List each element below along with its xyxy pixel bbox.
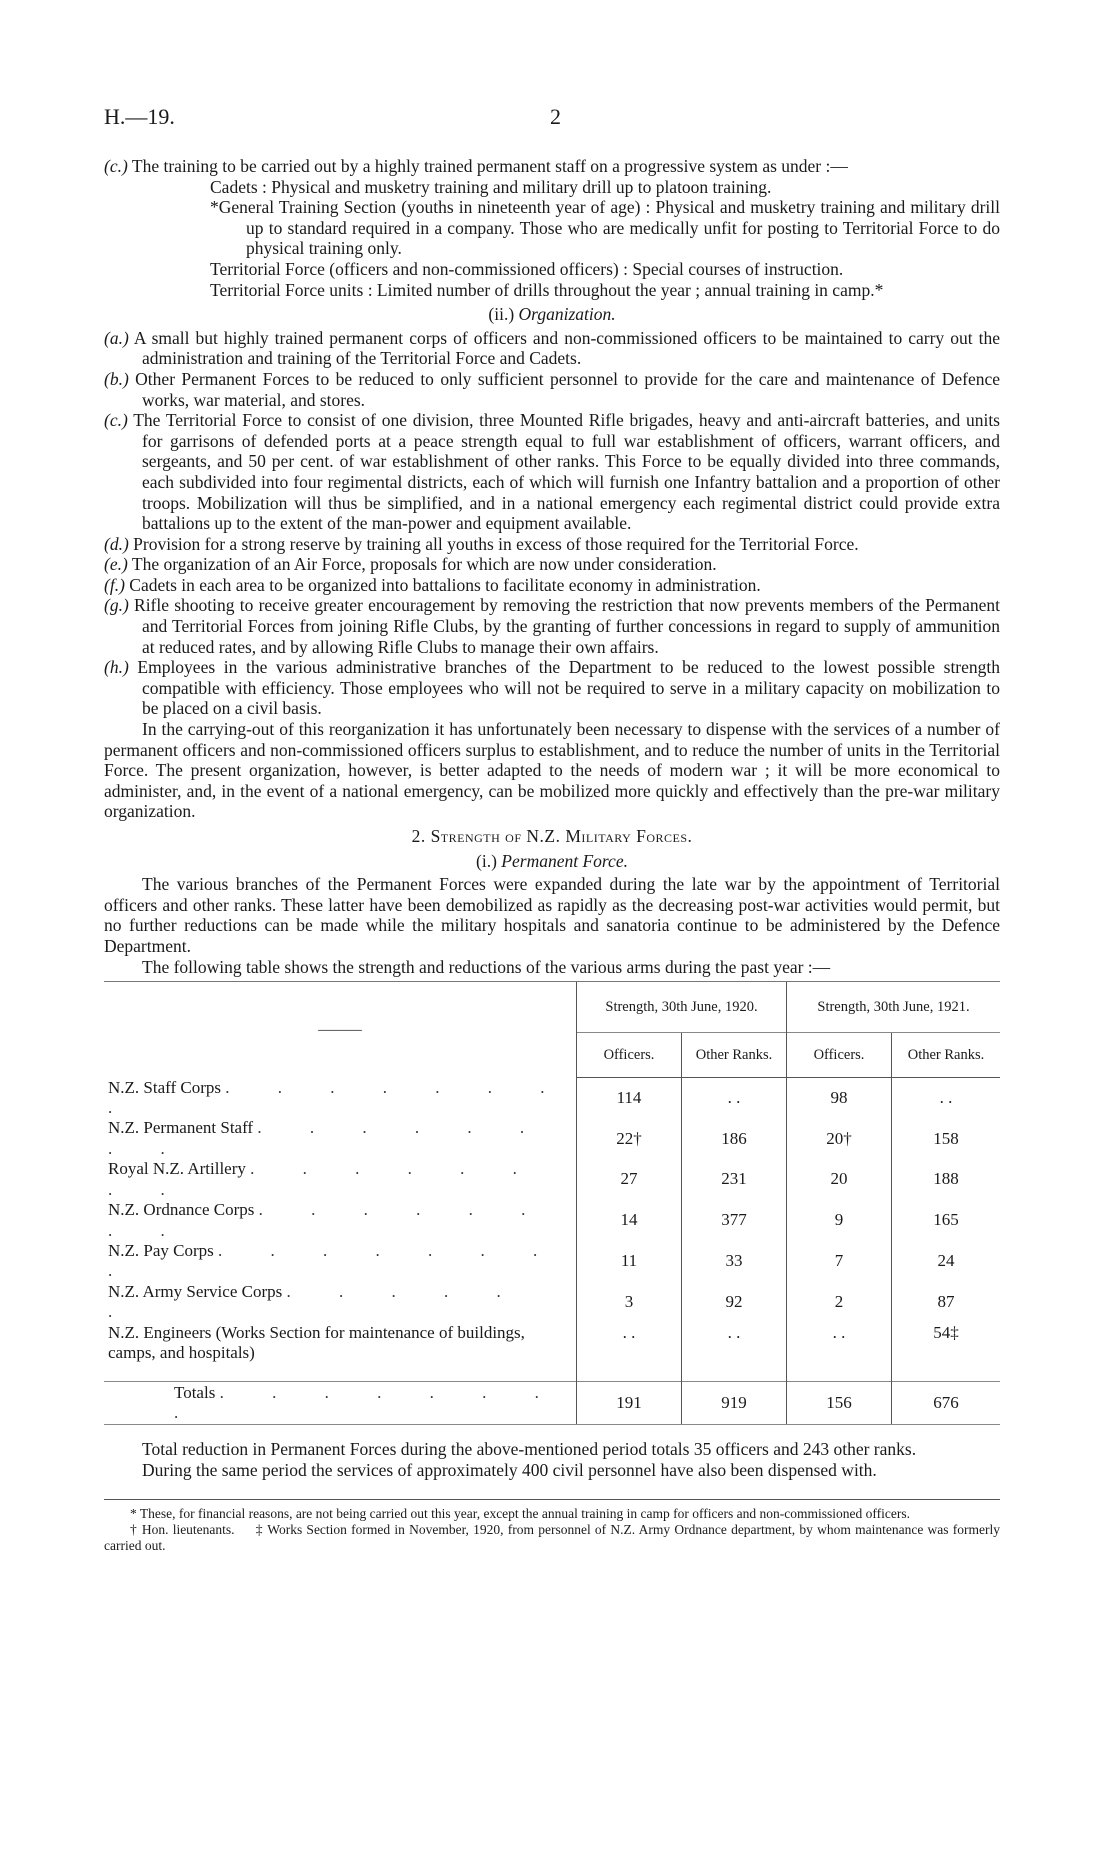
total-officers-1920: 191 (577, 1382, 682, 1425)
organization-item-c (104, 410, 1000, 534)
item-label: (c.) (104, 156, 128, 176)
item-text: The training to be carried out by a highly trained permanent staff on a progressive system as under :— (131, 156, 848, 176)
organization-item-a (104, 328, 1000, 369)
item-text: Cadets in each area to be organized into battalions to facilitate economy in administration. (129, 574, 761, 595)
footnote-dagger: † Hon. lieutenants. (130, 1521, 235, 1537)
group-header-1920: Strength, 30th June, 1920. (577, 982, 787, 1033)
table-row (104, 1282, 1000, 1323)
organization-item-b (104, 369, 1000, 410)
dot-leaders: . . . . . . . . (108, 1200, 548, 1240)
officers-1921: 7 (787, 1241, 892, 1282)
total-officers-1921: 156 (787, 1382, 892, 1425)
col-header-officers-1920: Officers. (577, 1033, 682, 1078)
item-label: (c.) (104, 410, 128, 431)
table-row (104, 1200, 1000, 1241)
unit-name: N.Z. Pay Corps (108, 1240, 214, 1260)
footnotes (104, 1499, 1000, 1554)
strength-table (104, 982, 1000, 1425)
officers-1920: 114 (577, 1078, 682, 1119)
table-row (104, 1159, 1000, 1200)
training-intro (104, 156, 1000, 177)
stub-header: ——— (318, 1021, 362, 1038)
item-label: (f.) (104, 574, 125, 595)
other-ranks-1920: 377 (682, 1200, 787, 1241)
totals-label: Totals (174, 1382, 216, 1402)
other-ranks-1921: 24 (892, 1241, 1001, 1282)
officers-1920: 11 (577, 1241, 682, 1282)
civil-personnel-paragraph: During the same period the services of approximately 400 civil personnel have also been dispensed with. (142, 1459, 877, 1480)
unit-name: N.Z. Army Service Corps (108, 1281, 283, 1301)
unit-name: Royal N.Z. Artillery (108, 1159, 246, 1179)
col-header-other-ranks-1921: Other Ranks. (892, 1033, 1001, 1078)
training-item-general: *General Training Section (youths in nineteenth year of age) : Physical and musketry training and military drill up to standard required in a company. Those who are medically unfit for posting to Territorial Force to do physical training only. (210, 197, 1000, 259)
table-group-header-row (104, 982, 1000, 1033)
table-spacer-row (104, 1363, 1000, 1382)
col-header-other-ranks-1920: Other Ranks. (682, 1033, 787, 1078)
item-text: Rifle shooting to receive greater encouragement by removing the restriction that now prevents members of the Permanent and Territorial Forces from joining Rifle Clubs, by the granting of further concessions in regard to supply of ammunition at reduced rates, and by allowing Rifle Clubs to manage their own affairs. (134, 595, 1001, 657)
other-ranks-1921: . . (892, 1078, 1001, 1119)
officers-1921: 20 (787, 1159, 892, 1200)
officers-1921: 98 (787, 1078, 892, 1119)
table-intro: The following table shows the strength and reductions of the various arms during the past year :— (142, 956, 831, 977)
officers-1921: 20† (787, 1118, 892, 1159)
other-ranks-1921: 54‡ (892, 1323, 1001, 1364)
group-header-1921: Strength, 30th June, 1921. (787, 982, 1001, 1033)
other-ranks-1920: 33 (682, 1241, 787, 1282)
item-text: Provision for a strong reserve by training all youths in excess of those required for the Territorial Force. (133, 533, 859, 554)
unit-name: N.Z. Engineers (Works Section for maintenance of buildings, camps, and hospitals) (108, 1322, 525, 1362)
section-heading-strength: 2. Strength of N.Z. Military Forces. (411, 826, 693, 846)
item-label: (d.) (104, 533, 129, 554)
officers-1920: 14 (577, 1200, 682, 1241)
reorganization-paragraph: In the carrying-out of this reorganization it has unfortunately been necessary to dispense with the services of a number of permanent officers and non-commissioned officers surplus to establishment, and to reduce the number of units in the Territorial Force. The present organization, however, is better adapted to the needs of modern war ; it will be more economical to administer, and, in the event of a national emergency, can be mobilized more quickly and effectively than the pre-war military organization. (104, 719, 1000, 822)
training-item-territorial-units: Territorial Force units : Limited number of drills throughout the year ; annual training in camp.* (210, 279, 884, 300)
item-text: The Territorial Force to consist of one division, three Mounted Rifle brigades, heavy and anti-aircraft batteries, and units for garrisons of defended ports at a peace strength equal to full war establishment of officers, warrant officers, and sergeants, and 50 per cent. of war establishment of other ranks. This Force to be equally divided into three commands, each subdivided into four regimental districts, each of which will furnish one Infantry battalion and a proportion of other troops. Mobilization will thus be simplified, and in a national emergency each regimental district could provide extra battalions up to the extent of the man-power and equipment available. (133, 410, 1000, 534)
reduction-paragraph: Total reduction in Permanent Forces during the above-mentioned period totals 35 officers and 243 other ranks. (142, 1439, 917, 1460)
footnote-star: * These, for financial reasons, are not being carried out this year, except the annual training in camp for officers and non-commissioned officers. (130, 1505, 910, 1521)
dot-leaders: . . . . . . . . (108, 1159, 539, 1199)
other-ranks-1920: 186 (682, 1118, 787, 1159)
item-text: Other Permanent Forces to be reduced to only sufficient personnel to provide for the care and maintenance of Defence works, war material, and stores. (135, 368, 1000, 410)
organization-item-g (104, 595, 1000, 657)
other-ranks-1920: 92 (682, 1282, 787, 1323)
permanent-force-heading (104, 851, 1000, 872)
heading-number: (i.) (476, 850, 497, 871)
permanent-force-paragraph: The various branches of the Permanent Forces were expanded during the late war by the appointment of Territorial officers and other ranks. These latter have been demobilized as rapidly as the decreasing post-war activities would permit, but no further reductions can be made while the military hospitals and sanatoria continue to be administered by the Defence Department. (104, 874, 1000, 956)
organization-heading (104, 304, 1000, 325)
col-header-officers-1921: Officers. (787, 1033, 892, 1078)
organization-item-d (104, 534, 1000, 555)
unit-name: N.Z. Staff Corps (108, 1077, 222, 1097)
organization-item-e (104, 554, 1000, 575)
officers-1921: 2 (787, 1282, 892, 1323)
other-ranks-1920: . . (682, 1323, 787, 1364)
other-ranks-1921: 188 (892, 1159, 1001, 1200)
document-reference: H.—19. (104, 104, 175, 129)
training-item-territorial-officers: Territorial Force (officers and non-commissioned officers) : Special courses of instruction. (210, 258, 844, 279)
officers-1921: . . (787, 1323, 892, 1364)
footnote-double-dagger: ‡ Works Section formed in November, 1920, from personnel of N.Z. Army Ordnance department, by whom maintenance was formerly carried out. (104, 1521, 1001, 1553)
dot-leaders: . . . . . . . . (174, 1382, 561, 1423)
page-number: 2 (550, 104, 561, 129)
table-row (104, 1118, 1000, 1159)
dot-leaders: . . . . . . (108, 1281, 523, 1322)
heading-number: (ii.) (488, 304, 515, 325)
total-other-ranks-1920: 919 (682, 1382, 787, 1425)
officers-1920: . . (577, 1323, 682, 1364)
item-label: (e.) (104, 554, 128, 575)
total-other-ranks-1921: 676 (892, 1382, 1001, 1425)
page-body (104, 156, 1000, 1554)
organization-item-h (104, 657, 1000, 719)
item-label: (h.) (104, 657, 129, 678)
table-row (104, 1078, 1000, 1119)
heading-title: Organization. (518, 304, 616, 325)
page-header (104, 104, 1004, 136)
other-ranks-1921: 165 (892, 1200, 1001, 1241)
item-text: Employees in the various administrative branches of the Department to be reduced to the lowest possible strength compatible with efficiency. Those employees who will not be required to serve in a military capacity on mobilization to be placed on a civil basis. (137, 657, 1001, 719)
officers-1921: 9 (787, 1200, 892, 1241)
other-ranks-1920: 231 (682, 1159, 787, 1200)
item-text: A small but highly trained permanent corps of officers and non-commissioned officers to be maintained to carry out the administration and training of the Territorial Force and Cadets. (133, 327, 1000, 369)
officers-1920: 3 (577, 1282, 682, 1323)
table-row (104, 1241, 1000, 1282)
other-ranks-1921: 158 (892, 1118, 1001, 1159)
item-label: (b.) (104, 368, 129, 389)
table-row (104, 1323, 1000, 1364)
item-text: The organization of an Air Force, proposals for which are now under consideration. (131, 554, 717, 575)
unit-name: N.Z. Ordnance Corps (108, 1200, 255, 1220)
officers-1920: 22† (577, 1118, 682, 1159)
other-ranks-1921: 87 (892, 1282, 1001, 1323)
organization-item-f (104, 575, 1000, 596)
other-ranks-1920: . . (682, 1078, 787, 1119)
officers-1920: 27 (577, 1159, 682, 1200)
dot-leaders: . . . . . . . . (108, 1118, 547, 1158)
dot-leaders: . . . . . . . . (108, 1077, 567, 1118)
unit-name: N.Z. Permanent Staff (108, 1118, 254, 1138)
heading-title: Permanent Force. (501, 850, 628, 871)
table-totals-row (104, 1382, 1000, 1425)
training-item-cadets: Cadets : Physical and musketry training and military drill up to platoon training. (210, 176, 772, 197)
item-label: (a.) (104, 327, 129, 348)
item-label: (g.) (104, 595, 129, 616)
footnote-dagger-line (104, 1522, 1000, 1554)
dot-leaders: . . . . . . . . (108, 1240, 560, 1281)
